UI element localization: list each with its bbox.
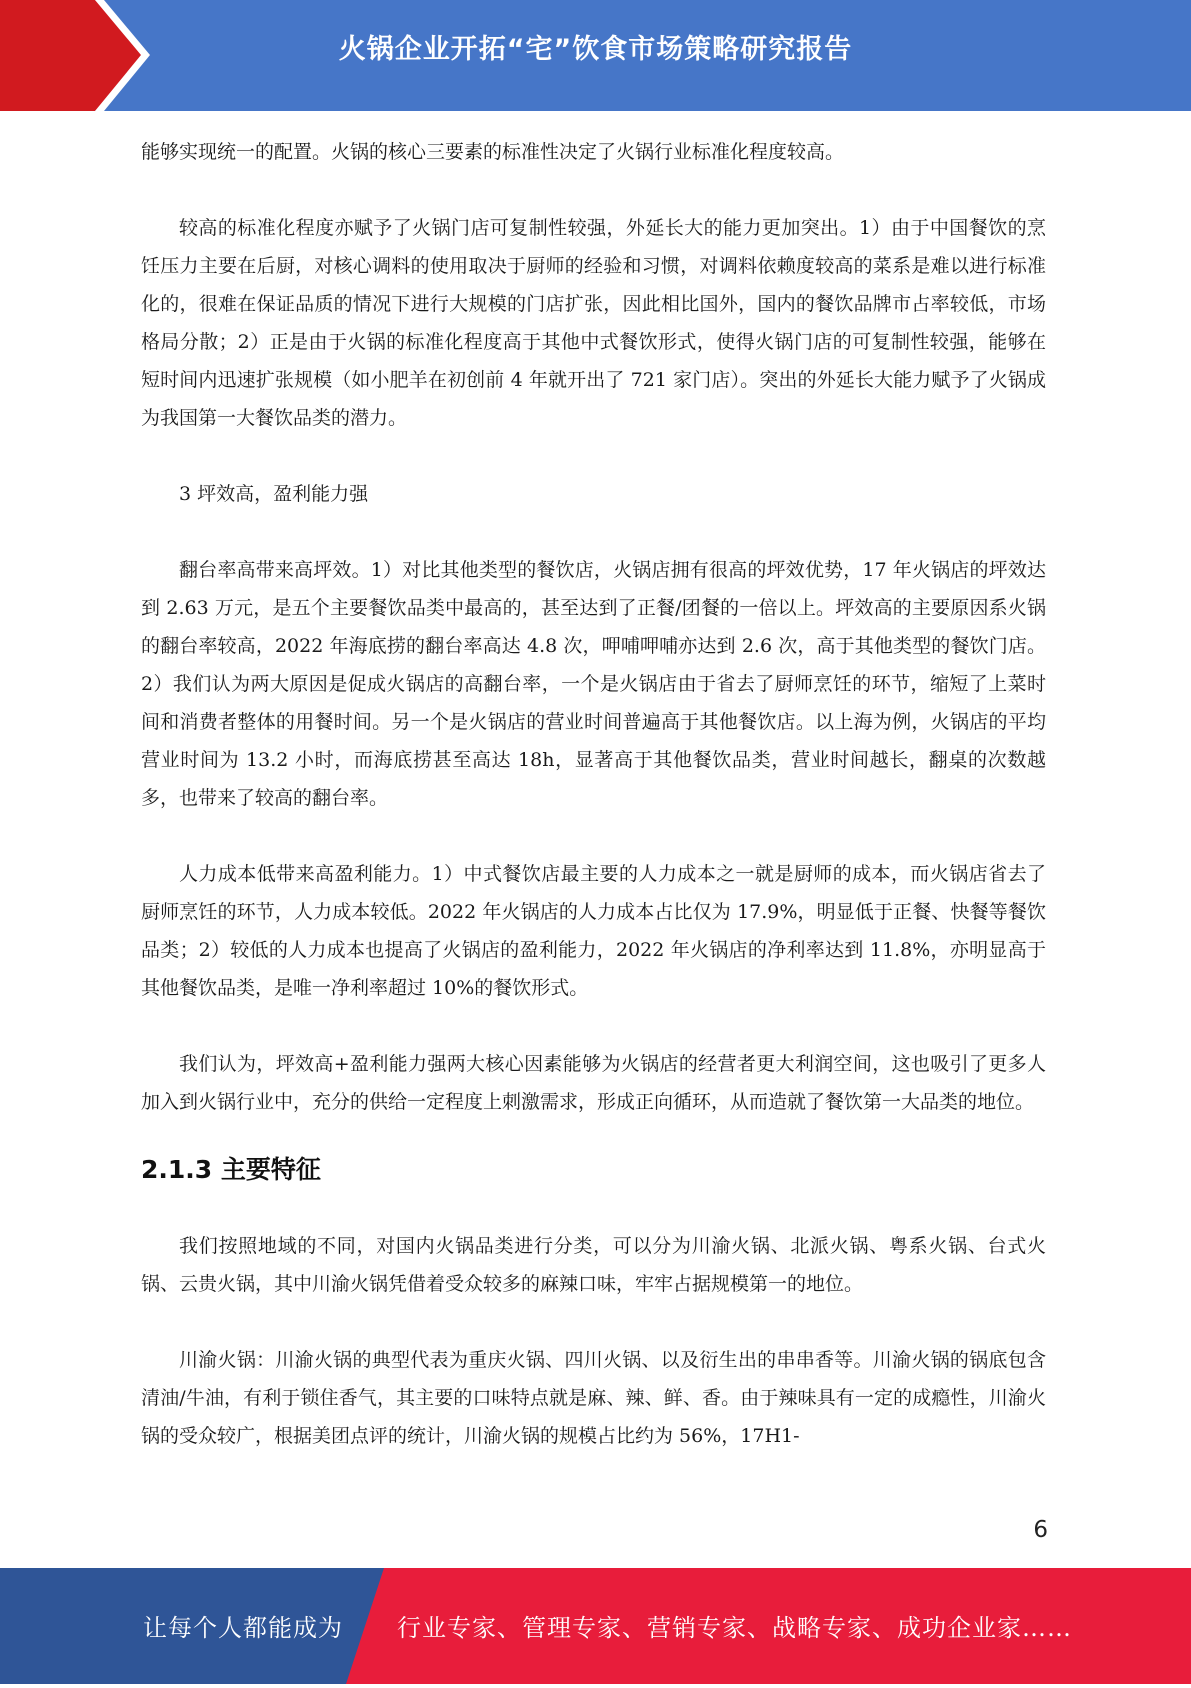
paragraph-conclusion: 我们认为，坪效高+盈利能力强两大核心因素能够为火锅店的经营者更大利润空间，这也吸引了更多人加入到火锅行业中，充分的供给一定程度上刺激需求，形成正向循环，从而造就了餐饮第一大品类的地位。 xyxy=(141,1053,1046,1113)
footer-slogan-right: 行业专家、管理专家、营销专家、战略专家、成功企业家…… xyxy=(397,1614,1072,1642)
document-body xyxy=(141,133,1046,1455)
paragraph-labor-cost: 人力成本低带来高盈利能力。1）中式餐饮店最主要的人力成本之一就是厨师的成本，而火锅店省去了厨师烹饪的环节，人力成本较低。2022 年火锅店的人力成本占比仅为 17.9%，明显低于正餐、快餐等餐饮品类；2）较低的人力成本也提高了火锅店的盈利能力，2022 年火锅店的净利率达到 11.8%，亦明显高于其他餐饮品类，是唯一净利率超过 10%的餐饮形式。 xyxy=(141,863,1046,999)
header-arrow-decoration xyxy=(0,0,150,111)
page-header xyxy=(0,0,1191,111)
footer-slogan-left: 让每个人都能成为 xyxy=(143,1614,343,1642)
paragraph-turnover: 翻台率高带来高坪效。1）对比其他类型的餐饮店，火锅店拥有很高的坪效优势，17 年火锅店的坪效达到 2.63 万元，是五个主要餐饮品类中最高的，甚至达到了正餐/团餐的一倍以上。坪效高的主要原因系火锅的翻台率较高，2022 年海底捞的翻台率高达 4.8 次，呷哺呷哺亦达到 2.6 次，高于其他类型的餐饮门店。2）我们认为两大原因是促成火锅店的高翻台率，一个是火锅店由于省去了厨师烹饪的环节，缩短了上菜时间和消费者整体的用餐时间。另一个是火锅店的营业时间普遍高于其他餐饮店。以上海为例，火锅店的平均营业时间为 13.2 小时，而海底捞甚至高达 18h，显著高于其他餐饮品类，营业时间越长，翻桌的次数越多，也带来了较高的翻台率。 xyxy=(141,559,1046,809)
report-title: 火锅企业开拓“宅”饮食市场策略研究报告 xyxy=(338,34,853,65)
paragraph-continuation: 能够实现统一的配置。火锅的核心三要素的标准性决定了火锅行业标准化程度较高。 xyxy=(141,141,845,163)
paragraph-sichuan-hotpot: 川渝火锅：川渝火锅的典型代表为重庆火锅、四川火锅、以及衍生出的串串香等。川渝火锅的锅底包含清油/牛油，有利于锁住香气，其主要的口味特点就是麻、辣、鲜、香。由于辣味具有一定的成瘾性，川渝火锅的受众较广，根据美团点评的统计，川渝火锅的规模占比约为 56%，17H1- xyxy=(141,1349,1046,1447)
section-heading: 2.1.3 主要特征 xyxy=(141,1155,321,1184)
paragraph-classification: 我们按照地域的不同，对国内火锅品类进行分类，可以分为川渝火锅、北派火锅、粤系火锅、台式火锅、云贵火锅，其中川渝火锅凭借着受众较多的麻辣口味，牢牢占据规模第一的地位。 xyxy=(141,1235,1046,1295)
page-number: 6 xyxy=(1033,1517,1048,1543)
subheading-efficiency: 3 坪效高，盈利能力强 xyxy=(179,483,369,505)
page-footer xyxy=(0,1568,1191,1684)
paragraph-standardization: 较高的标准化程度亦赋予了火锅门店可复制性较强，外延长大的能力更加突出。1）由于中国餐饮的烹饪压力主要在后厨，对核心调料的使用取决于厨师的经验和习惯，对调料依赖度较高的菜系是难以进行标准化的，很难在保证品质的情况下进行大规模的门店扩张，因此相比国外，国内的餐饮品牌市占率较低，市场格局分散；2）正是由于火锅的标准化程度高于其他中式餐饮形式，使得火锅门店的可复制性较强，能够在短时间内迅速扩张规模（如小肥羊在初创前 4 年就开出了 721 家门店）。突出的外延长大能力赋予了火锅成为我国第一大餐饮品类的潜力。 xyxy=(141,217,1046,429)
